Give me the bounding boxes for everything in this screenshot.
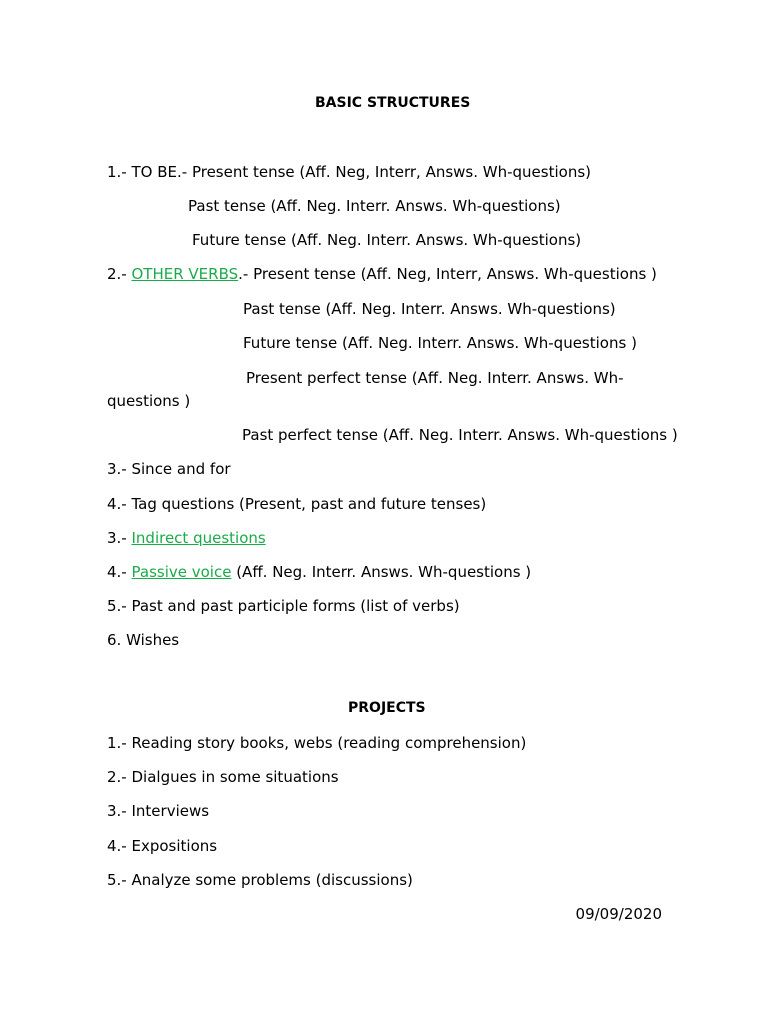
projects-heading: PROJECTS [348, 700, 426, 716]
passive-voice-text: (Aff. Neg. Interr. Answs. Wh-questions ) [231, 563, 532, 581]
since-and-for-line: 3.- Since and for [107, 460, 231, 478]
to-be-prefix: 1.- TO BE.- [107, 163, 192, 181]
document-date: 09/09/2020 [575, 905, 662, 923]
list-item: 5.- Analyze some problems (discussions) [107, 871, 413, 889]
indirect-questions-line [107, 528, 266, 548]
to-be-future-line: Future tense (Aff. Neg. Interr. Answs. Wh-questions) [192, 231, 582, 249]
other-verbs-future-line: Future tense (Aff. Neg. Interr. Answs. Wh-questions ) [243, 334, 637, 352]
other-verbs-link[interactable]: OTHER VERBS [131, 265, 239, 283]
wishes-line: 6. Wishes [107, 631, 180, 649]
list-item: 4.- Expositions [107, 837, 218, 855]
passive-voice-link[interactable]: Passive voice [131, 563, 232, 581]
list-item: 1.- Reading story books, webs (reading comprehension) [107, 734, 527, 752]
past-participle-line: 5.- Past and past participle forms (list of verbs) [107, 597, 460, 615]
list-item: 3.- Interviews [107, 802, 210, 820]
indirect-questions-link[interactable]: Indirect questions [131, 529, 266, 547]
passive-voice-line [107, 562, 531, 582]
list-item: 2.- Dialgues in some situations [107, 768, 339, 786]
other-verbs-past-perfect-line: Past perfect tense (Aff. Neg. Interr. Answs. Wh-questions ) [242, 426, 678, 444]
passive-voice-prefix: 4.- [107, 563, 132, 581]
other-verbs-present-text: .- Present tense (Aff. Neg, Interr, Answs. Wh-questions ) [238, 265, 657, 283]
other-verbs-present-perfect-wrap: questions ) [107, 392, 191, 410]
tag-questions-line: 4.- Tag questions (Present, past and future tenses) [107, 495, 487, 513]
to-be-present-text: Present tense (Aff. Neg, Interr, Answs. Wh-questions) [191, 163, 591, 181]
to-be-present-line [107, 162, 591, 182]
other-verbs-prefix: 2.- [107, 265, 132, 283]
indirect-questions-prefix: 3.- [107, 529, 132, 547]
other-verbs-present-perfect-line: Present perfect tense (Aff. Neg. Interr. Answs. Wh- [246, 369, 624, 387]
other-verbs-past-line: Past tense (Aff. Neg. Interr. Answs. Wh-questions) [243, 300, 616, 318]
to-be-past-line: Past tense (Aff. Neg. Interr. Answs. Wh-questions) [188, 197, 561, 215]
other-verbs-present-line [107, 264, 657, 284]
basic-structures-heading: BASIC STRUCTURES [315, 95, 471, 111]
